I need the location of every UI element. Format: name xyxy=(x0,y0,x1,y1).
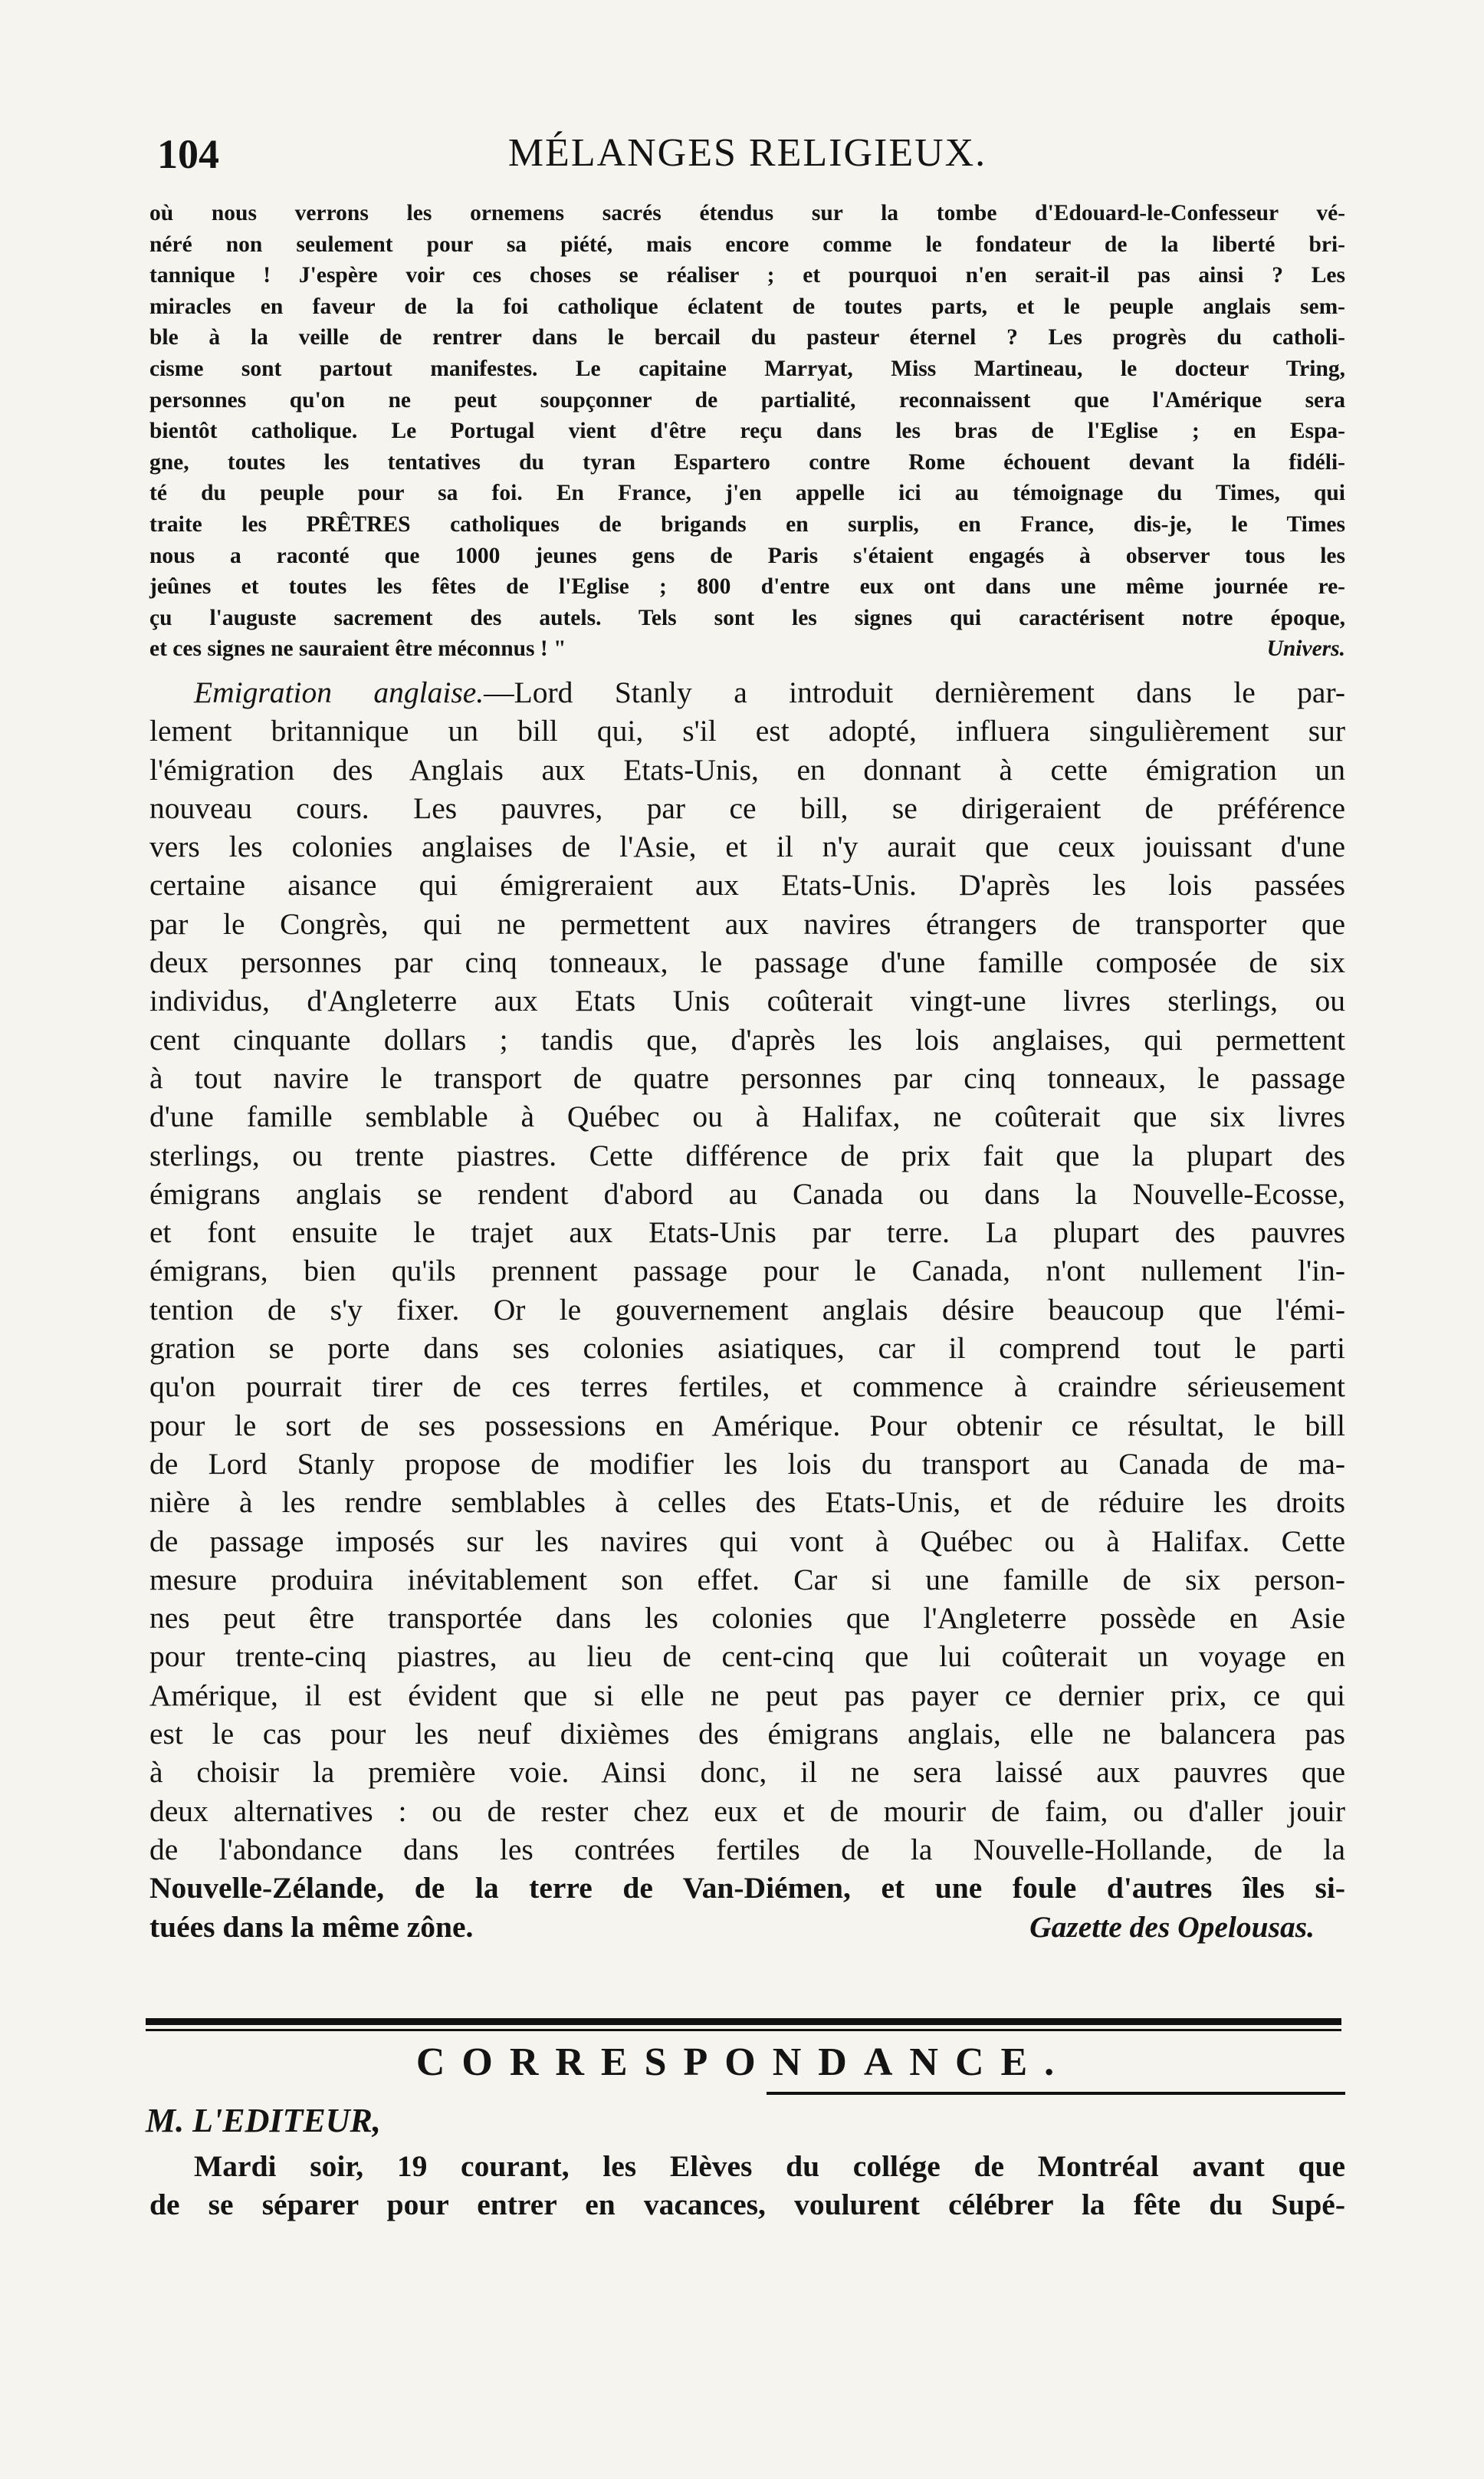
text-line: tannique ! J'espère voir ces choses se réaliser ; et pourquoi n'en serait-il pas ainsi ? Les xyxy=(149,263,1345,288)
text-line: pour trente-cinq piastres, au lieu de cent-cinq que lui coûterait un voyage en xyxy=(149,1639,1345,1674)
text-line: et font ensuite le trajet aux Etats-Unis par terre. La plupart des pauvres xyxy=(149,1215,1345,1250)
text-line: traite les PRÊTRES catholiques de brigands en surplis, en France, dis-je, le Times xyxy=(149,511,1345,537)
text-line: de passage imposés sur les navires qui vont à Québec ou à Halifax. Cette xyxy=(149,1524,1345,1558)
page-number: 104 xyxy=(157,131,219,177)
text-line: té du peuple pour sa foi. En France, j'en appelle ici au témoignage du Times, qui xyxy=(149,481,1345,506)
text-line: de Lord Stanly propose de modifier les lois du transport au Canada de ma- xyxy=(149,1446,1345,1481)
text-line: nouveau cours. Les pauvres, par ce bill, se dirigeraient de préférence xyxy=(149,791,1345,825)
section-title: CORRESPONDANCE. xyxy=(415,2040,1072,2084)
quote-source: Univers. xyxy=(1266,636,1345,662)
text-line: jeûnes et toutes les fêtes de l'Eglise ; 800 d'entre eux ont dans une même journée re- xyxy=(149,574,1345,600)
article-first-line-text: —Lord Stanly a introduit dernièrement dans le par- xyxy=(484,676,1345,709)
letter-body xyxy=(149,2147,1345,2224)
quote-closing-text: et ces signes ne sauraient être méconnus ! " xyxy=(149,636,566,662)
text-line: nière à les rendre semblables à celles des Etats-Unis, et de réduire les droits xyxy=(149,1485,1345,1520)
text-line: est le cas pour les neuf dixièmes des émigrans anglais, elle ne balancera pas xyxy=(149,1717,1345,1751)
text-line: nes peut être transportée dans les colonies que l'Angleterre possède en Asie xyxy=(149,1601,1345,1636)
text-line: par le Congrès, qui ne permettent aux navires étrangers de transporter que xyxy=(149,906,1345,941)
text-line: sterlings, ou trente piastres. Cette différence de prix fait que la plupart des xyxy=(149,1138,1345,1172)
text-line: à tout navire le transport de quatre personnes par cinq tonneaux, le passage xyxy=(149,1060,1345,1095)
section-divider-thin xyxy=(146,2029,1341,2031)
text-line: où nous verrons les ornemens sacrés étendus sur la tombe d'Edouard-le-Confesseur vé- xyxy=(149,201,1345,225)
article-emigration xyxy=(149,673,1345,1946)
section-divider-thick xyxy=(146,2018,1341,2025)
text-line: deux alternatives : ou de rester chez eux et de mourir de faim, ou d'aller jouir xyxy=(149,1793,1345,1828)
text-line: personnes qu'on ne peut soupçonner de partialité, reconnaissent que l'Amérique sera xyxy=(149,387,1345,413)
text-line: de se séparer pour entrer en vacances, voulurent célébrer la fête du Supé- xyxy=(149,2188,1345,2222)
salutation: M. L'EDITEUR, xyxy=(146,2102,381,2139)
text-line: nous a raconté que 1000 jeunes gens de Paris s'étaient engagés à observer tous les xyxy=(149,543,1345,568)
article-heading: Emigration anglaise. xyxy=(194,676,484,709)
text-line: bientôt catholique. Le Portugal vient d'être reçu dans les bras de l'Eglise ; en Espa- xyxy=(149,419,1345,444)
text-line: ble à la veille de rentrer dans le bercail du pasteur éternel ? Les progrès du catholi- xyxy=(149,325,1345,350)
quote-last-line xyxy=(149,633,1345,665)
text-line: cent cinquante dollars ; tandis que, d'après les lois anglaises, qui permettent xyxy=(149,1022,1345,1057)
text-line: qu'on pourrait tirer de ces terres fertiles, et commence à craindre sérieusement xyxy=(149,1369,1345,1404)
article-first-line xyxy=(149,673,1345,712)
text-line: tention de s'y fixer. Or le gouvernement anglais désire beaucoup que l'émi- xyxy=(149,1292,1345,1327)
text-line: gration se porte dans ses colonies asiatiques, car il comprend tout le parti xyxy=(149,1331,1345,1366)
text-line: néré non seulement pour sa piété, mais encore comme le fondateur de la liberté bri- xyxy=(149,232,1345,257)
text-line: Amérique, il est évident que si elle ne peut pas payer ce dernier prix, ce qui xyxy=(149,1678,1345,1712)
text-line: individus, d'Angleterre aux Etats Unis coûterait vingt-une livres sterlings, ou xyxy=(149,984,1345,1018)
text-line: deux personnes par cinq tonneaux, le passage d'une famille composée de six xyxy=(149,945,1345,980)
running-title: MÉLANGES RELIGIEUX. xyxy=(507,131,987,175)
text-line: gne, toutes les tentatives du tyran Espartero contre Rome échouent devant la fidéli- xyxy=(149,449,1345,475)
text-line: émigrans, bien qu'ils prennent passage pour le Canada, n'ont nullement l'in- xyxy=(149,1254,1345,1288)
text-line: miracles en faveur de la foi catholique éclatent de toutes parts, et le peuple anglais sem- xyxy=(149,294,1345,319)
text-line: çu l'auguste sacrement des autels. Tels sont les signes qui caractérisent notre époque, xyxy=(149,605,1345,630)
text-line: cisme sont partout manifestes. Le capitaine Marryat, Miss Martineau, le docteur Tring, xyxy=(149,356,1345,381)
text-line: à choisir la première voie. Ainsi donc, il ne sera laissé aux pauvres que xyxy=(149,1755,1345,1790)
text-line: émigrans anglais se rendent d'abord au Canada ou dans la Nouvelle-Ecosse, xyxy=(149,1176,1345,1211)
article-source: Gazette des Opelousas. xyxy=(1029,1909,1315,1944)
text-line: pour le sort de ses possessions en Amérique. Pour obtenir ce résultat, le bill xyxy=(149,1408,1345,1442)
text-line: lement britannique un bill qui, s'il est adopté, influera singulièrement sur xyxy=(149,714,1345,748)
text-line: l'émigration des Anglais aux Etats-Unis, en donnant à cette émigration un xyxy=(149,752,1345,787)
text-line: d'une famille semblable à Québec ou à Halifax, ne coûterait que six livres xyxy=(149,1100,1345,1134)
quoted-passage xyxy=(149,198,1345,665)
text-line: mesure produira inévitablement son effet. Car si une famille de six person- xyxy=(149,1562,1345,1596)
text-line: vers les colonies anglaises de l'Asie, et il n'y aurait que ceux jouissant d'une xyxy=(149,830,1345,864)
text-line: Mardi soir, 19 courant, les Elèves du collége de Montréal avant que xyxy=(194,2149,1345,2183)
text-line: certaine aisance qui émigreraient aux Etats-Unis. D'après les lois passées xyxy=(149,868,1345,903)
article-last-line xyxy=(149,1908,1345,1946)
article-closing-text: tuées dans la même zône. xyxy=(149,1909,474,1944)
text-line: de l'abondance dans les contrées fertiles de la Nouvelle-Hollande, de la xyxy=(149,1832,1345,1866)
title-underline xyxy=(767,2092,1345,2095)
text-line: Nouvelle-Zélande, de la terre de Van-Diémen, et une foule d'autres îles si- xyxy=(149,1871,1345,1905)
page-header xyxy=(157,130,1338,184)
